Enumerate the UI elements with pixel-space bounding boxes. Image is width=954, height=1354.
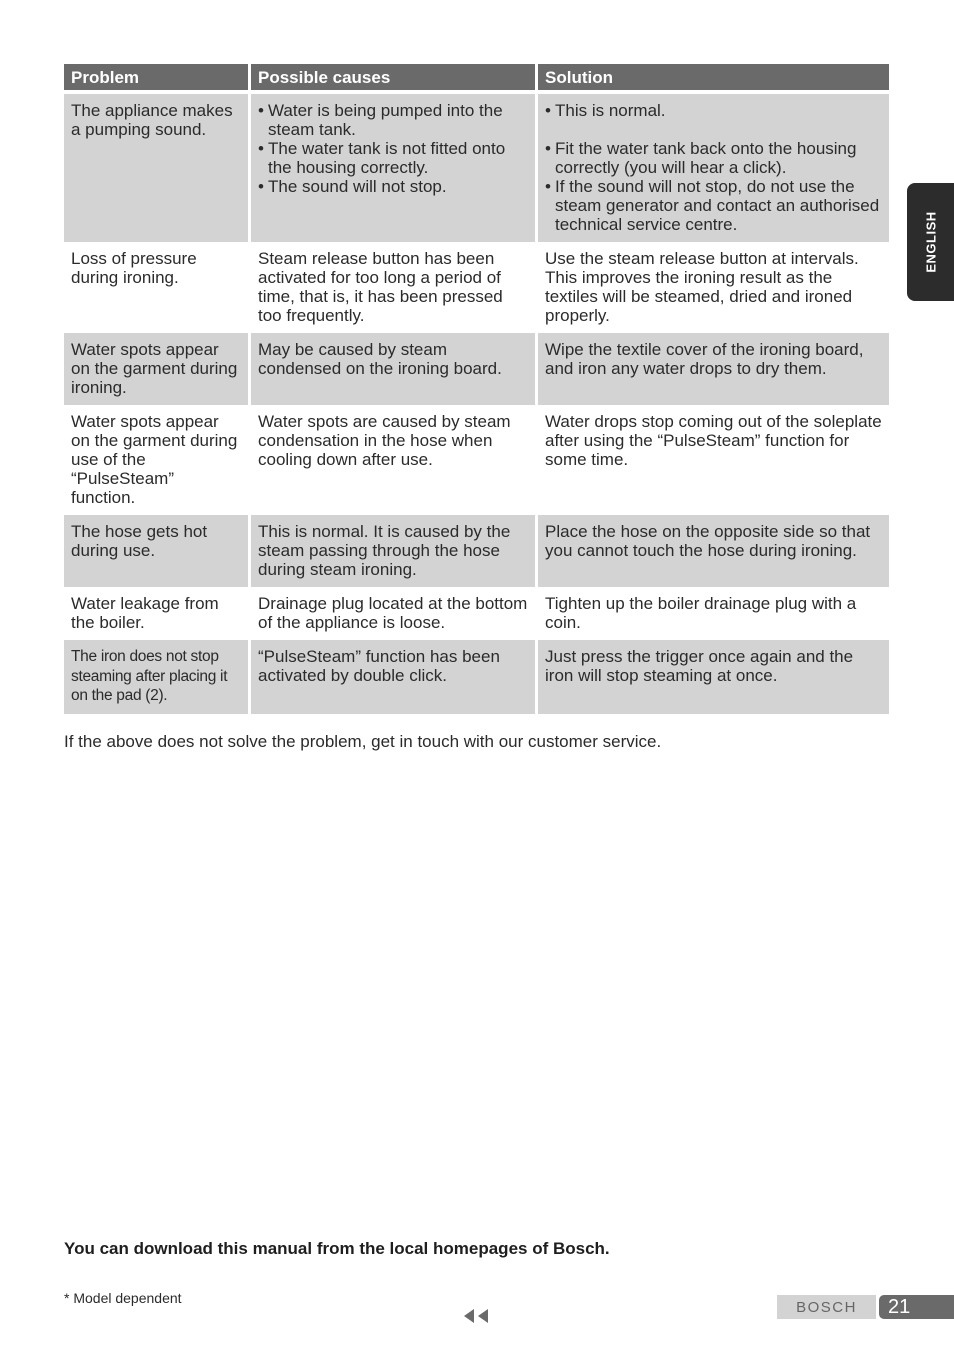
solution-cell: Use the steam release button at intervals. This improves the ironing result as the textiles will be steamed, dried and ironed properly. [545,249,859,325]
problem-cell: Loss of pressure during ironing. [71,249,197,287]
causes-cell [248,94,535,242]
solutions-list [545,101,883,234]
table-row [64,640,889,714]
page-number: 21 [879,1295,954,1319]
table-row [64,94,889,242]
cause-cell: This is normal. It is caused by the steam passing through the hose during steam ironing. [248,515,535,587]
problem-cell: Water leakage from the boiler. [71,594,219,632]
download-notice: You can download this manual from the local homepages of Bosch. [64,1239,610,1258]
cause-cell: “PulseSteam” function has been activated by double click. [248,640,535,714]
table-header-row [64,64,889,94]
brand-label: BOSCH [777,1295,876,1319]
list-item: • Water is being pumped into the steam tank. [258,101,529,139]
cause-cell: Steam release button has been activated for too long a period of time, that is, it has been pressed too frequently. [258,249,503,325]
cause-cell: May be caused by steam condensed on the ironing board. [248,333,535,405]
troubleshooting-table [64,64,889,714]
causes-list [258,101,529,196]
solution-cell: Water drops stop coming out of the soleplate after using the “PulseSteam” function for some time. [545,412,882,469]
problem-cell: The iron does not stop steaming after placing it on the pad (2). [64,640,248,714]
solution-cell: Wipe the textile cover of the ironing board, and iron any water drops to dry them. [535,333,889,405]
problem-cell: Water spots appear on the garment during use of the “PulseSteam” function. [71,412,238,507]
header-problem: Problem [64,64,248,94]
header-possible-causes: Possible causes [248,64,535,94]
cause-cell: Water spots are caused by steam condensation in the hose when cooling down after use. [258,412,511,469]
solution-cell: Place the hose on the opposite side so that you cannot touch the hose during ironing. [535,515,889,587]
language-tab[interactable] [907,183,954,301]
model-dependent-footnote: * Model dependent [64,1290,182,1306]
table-row [64,405,889,515]
list-item: • The water tank is not fitted onto the housing correctly. [258,139,529,177]
language-tab-label: ENGLISH [923,211,938,273]
table-row [64,515,889,587]
table-row [64,587,889,640]
solution-cell [535,94,889,242]
list-item: • If the sound will not stop, do not use the steam generator and contact an authorised technical service centre. [545,177,883,234]
solution-cell: Just press the trigger once again and the iron will stop steaming at once. [535,640,889,714]
customer-service-note: If the above does not solve the problem, get in touch with our customer service. [64,732,662,751]
table-row [64,333,889,405]
solution-cell: Tighten up the boiler drainage plug with a coin. [545,594,857,632]
list-item: • Fit the water tank back onto the housing correctly (you will hear a click). [545,139,883,177]
table-row [64,242,889,333]
list-item: • The sound will not stop. [258,177,529,196]
header-solution: Solution [535,64,889,94]
previous-page-icon[interactable] [463,1307,493,1325]
problem-cell: The appliance makes a pumping sound. [64,94,248,242]
problem-cell: Water spots appear on the garment during ironing. [64,333,248,405]
list-item: • This is normal. [545,101,883,120]
cause-cell: Drainage plug located at the bottom of the appliance is loose. [258,594,528,632]
problem-cell: The hose gets hot during use. [64,515,248,587]
